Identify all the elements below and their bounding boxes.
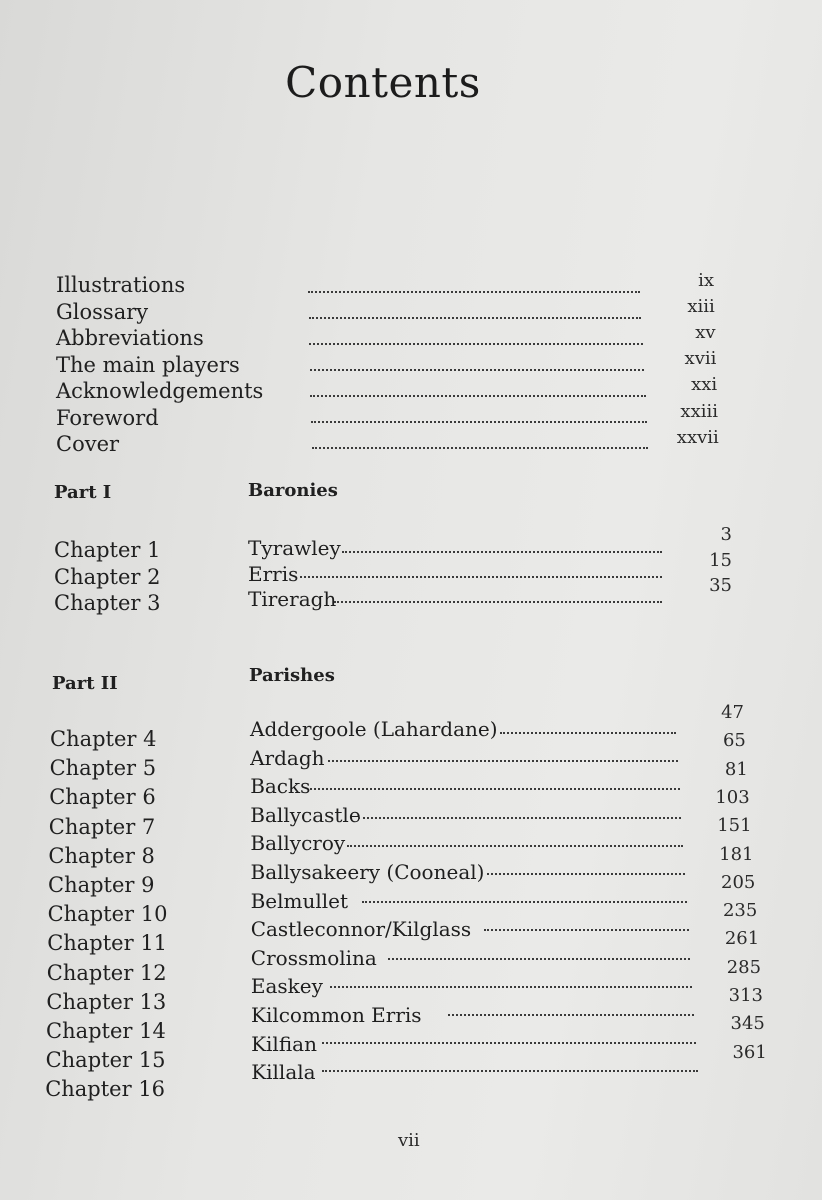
- leader-dots: [322, 1041, 696, 1044]
- chapter-title: Killala: [251, 1060, 316, 1085]
- front-matter-label: The main players: [56, 352, 240, 377]
- leader-dots: [358, 816, 681, 819]
- chapter-page: 205: [721, 871, 756, 893]
- leader-dots: [309, 342, 643, 345]
- chapter-title: Ballysakeery (Cooneal): [250, 860, 485, 884]
- leader-dots: [330, 985, 692, 988]
- leader-dots: [322, 1069, 698, 1072]
- chapter-title: Kilfian: [251, 1031, 317, 1056]
- chapter-label: Chapter 16: [45, 1077, 166, 1102]
- chapter-label: Chapter 3: [54, 591, 161, 615]
- leader-dots: [308, 290, 640, 293]
- chapter-title: Kilcommon Erris: [251, 1003, 422, 1027]
- chapter-title: Easkey: [250, 974, 323, 999]
- chapter-label: Chapter 1: [54, 538, 161, 562]
- part-1-label: Part I: [54, 482, 112, 503]
- chapter-page: 313: [728, 985, 763, 1006]
- chapter-label: Chapter 7: [48, 814, 156, 839]
- chapter-label: Chapter 10: [47, 902, 168, 927]
- chapter-title: Crossmolina: [250, 945, 377, 970]
- chapter-title: Erris: [248, 561, 299, 586]
- leader-dots: [310, 787, 680, 790]
- chapter-page: 361: [732, 1041, 767, 1063]
- front-matter-label: Illustrations: [56, 273, 186, 297]
- leader-dots: [448, 1013, 694, 1016]
- chapter-page: 35: [709, 575, 732, 596]
- chapter-page: 65: [722, 730, 746, 752]
- front-matter-page: ix: [698, 270, 714, 291]
- chapter-title: Castleconnor/Kilglass: [250, 917, 472, 942]
- leader-dots: [500, 731, 676, 734]
- chapter-page: 81: [724, 758, 748, 780]
- page-title: Contents: [285, 58, 481, 107]
- chapter-page: 151: [717, 815, 752, 837]
- chapter-label: Chapter 14: [46, 1019, 166, 1043]
- leader-dots: [347, 844, 683, 847]
- front-matter-label: Abbreviations: [56, 326, 204, 350]
- chapter-title: Ardagh: [250, 745, 325, 770]
- chapter-page: 3: [720, 524, 732, 545]
- leader-dots: [309, 316, 642, 319]
- front-matter-page: xv: [695, 322, 716, 344]
- chapter-title: Addergoole (Lahardane): [250, 717, 498, 741]
- leader-dots: [484, 928, 689, 931]
- part-2-heading: Parishes: [249, 665, 335, 686]
- leader-dots: [310, 394, 645, 397]
- front-matter-label: Glossary: [56, 299, 149, 324]
- chapter-label: Chapter 13: [46, 989, 167, 1014]
- chapter-page: 103: [715, 786, 750, 808]
- leader-dots: [487, 872, 685, 875]
- chapter-title: Tireragh: [248, 587, 337, 611]
- chapter-page: 285: [726, 956, 762, 978]
- front-matter-page: xvii: [684, 348, 717, 370]
- front-matter-label: Acknowledgements: [56, 379, 264, 403]
- front-matter-label: Foreword: [56, 405, 159, 430]
- chapter-label: Chapter 11: [47, 931, 168, 956]
- leader-dots: [328, 759, 678, 762]
- chapter-page: 15: [709, 549, 732, 571]
- leader-dots: [342, 550, 662, 553]
- leader-dots: [312, 446, 649, 449]
- chapter-title: Backs: [250, 774, 311, 799]
- front-matter-page: xxi: [691, 374, 718, 396]
- part-2-label: Part II: [52, 673, 118, 694]
- front-matter-page: xxiii: [680, 400, 718, 422]
- leader-dots: [310, 368, 644, 371]
- chapter-page: 47: [721, 702, 744, 723]
- chapter-label: Chapter 15: [45, 1048, 166, 1073]
- chapter-label: Chapter 8: [48, 843, 155, 868]
- page-folio: vii: [398, 1130, 420, 1151]
- front-matter-page: xiii: [687, 296, 715, 318]
- chapter-title: Ballycastle: [250, 802, 361, 827]
- chapter-title: Belmullet: [250, 888, 349, 913]
- front-matter-label: Cover: [56, 432, 120, 456]
- chapter-label: Chapter 2: [54, 564, 161, 589]
- chapter-label: Chapter 12: [46, 960, 167, 985]
- leader-dots: [334, 600, 662, 603]
- front-matter-page: xxvii: [676, 426, 719, 448]
- chapter-page: 235: [722, 900, 758, 922]
- chapter-label: Chapter 9: [48, 873, 155, 897]
- chapter-page: 345: [730, 1013, 765, 1035]
- leader-dots: [362, 900, 687, 903]
- part-1-heading: Baronies: [248, 480, 338, 501]
- chapter-title: Ballycroy: [250, 831, 346, 856]
- leader-dots: [388, 957, 690, 960]
- leader-dots: [300, 575, 662, 578]
- chapter-label: Chapter 5: [49, 756, 157, 781]
- chapter-page: 261: [724, 928, 760, 950]
- chapter-title: Tyrawley: [248, 536, 341, 560]
- leader-dots: [311, 420, 647, 423]
- chapter-page: 181: [719, 843, 754, 865]
- chapter-label: Chapter 4: [50, 727, 157, 751]
- chapter-label: Chapter 6: [49, 785, 156, 810]
